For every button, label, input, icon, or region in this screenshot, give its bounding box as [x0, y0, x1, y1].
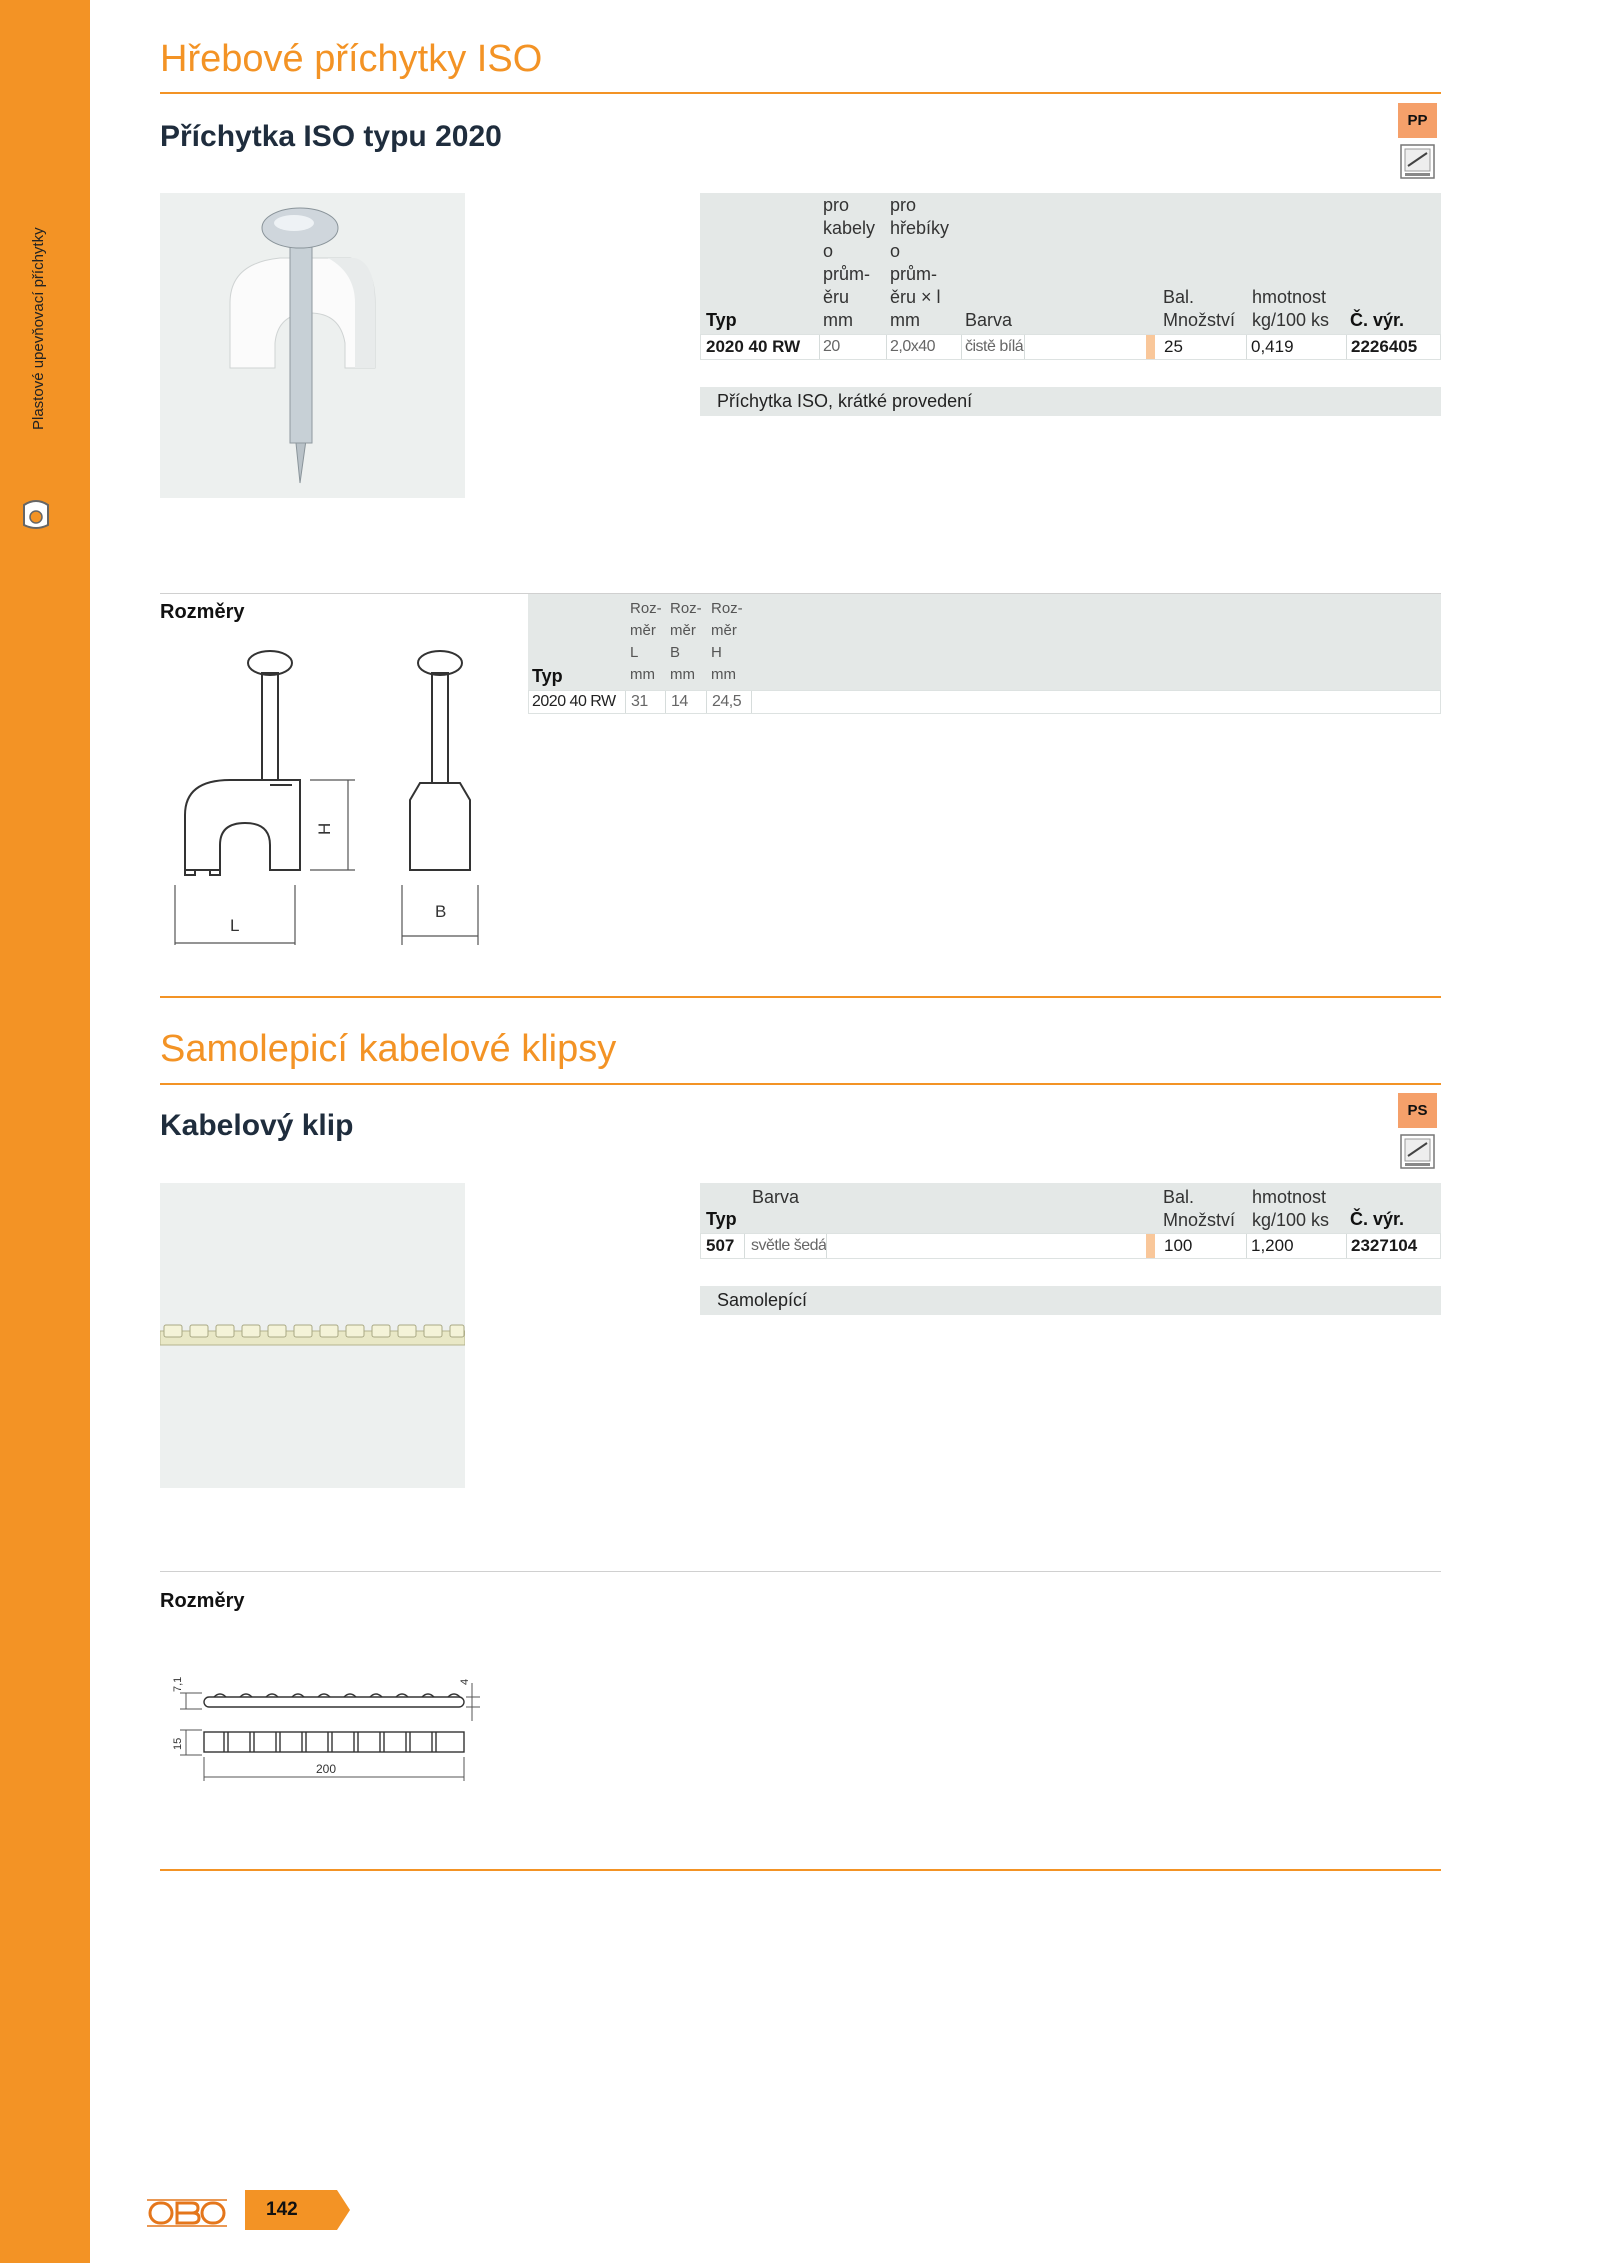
dim-cell-typ: 2020 40 RW [532, 693, 616, 710]
dim-cell-l: 31 [631, 693, 648, 710]
table-header [700, 193, 1441, 339]
certification-icon [1400, 1134, 1435, 1169]
cell-barva: světle šedá [751, 1237, 827, 1254]
product-photo-iso-clip [160, 193, 465, 498]
dim-col-typ: Typ [532, 666, 563, 686]
table-header [700, 1183, 1441, 1236]
page-number: 142 [266, 2199, 298, 2220]
product-title-iso-2020: Příchytka ISO typu 2020 [160, 120, 502, 153]
dim-col-h: Roz- měr H mm [711, 600, 743, 683]
cell-barva: čistě bílá [965, 338, 1024, 355]
dim-label-height-top: 7,1 [172, 1676, 184, 1692]
dimensions-table-row [528, 690, 1441, 714]
cell-pro-kabely: 20 [823, 338, 840, 355]
col-bal: Bal. Množství [1163, 1187, 1236, 1230]
cell-typ: 2020 40 RW [706, 337, 801, 356]
divider [160, 1869, 1441, 1871]
cell-typ: 507 [706, 1236, 735, 1255]
divider [160, 92, 1441, 94]
dim-col-b: Roz- měr B mm [670, 600, 702, 683]
col-cislo: Č. výr. [1350, 1209, 1405, 1229]
section-title-nail-clips: Hřebové příchytky ISO [160, 38, 543, 80]
product-title-cable-clip: Kabelový klip [160, 1109, 354, 1142]
dim-cell-b: 14 [671, 693, 688, 710]
product-description: Příchytka ISO, krátké provedení [700, 387, 1441, 416]
col-typ: Typ [706, 1209, 737, 1229]
dimension-drawing-iso-clip [170, 645, 500, 945]
dim-label-thickness: 4 [459, 1678, 471, 1685]
material-badge: PP [1398, 103, 1437, 138]
dimensions-table-header [528, 594, 1441, 694]
dim-cell-h: 24,5 [712, 693, 742, 710]
clip-icon [18, 497, 54, 531]
dim-label-height-bottom: 15 [172, 1737, 184, 1750]
cell-pro-hrebiky: 2,0x40 [890, 338, 936, 355]
table-row [700, 1233, 1441, 1259]
color-swatch [1146, 1234, 1155, 1258]
divider [160, 996, 1441, 998]
cell-hmotnost: 0,419 [1251, 337, 1294, 356]
material-badge: PS [1398, 1093, 1437, 1128]
color-swatch [1146, 335, 1155, 359]
dim-label-length: 200 [316, 1762, 337, 1776]
cell-bal: 100 [1164, 1236, 1193, 1255]
col-barva: Barva [965, 310, 1013, 330]
divider [160, 1083, 1441, 1085]
obo-logo [147, 2198, 227, 2228]
sidebar-label: Plastové upevňovací příchytky [30, 227, 47, 430]
col-hmotnost: hmotnost kg/100 ks [1252, 287, 1330, 330]
dim-label-h: H [315, 822, 334, 835]
col-typ: Typ [706, 310, 737, 330]
col-cislo: Č. výr. [1350, 310, 1405, 330]
cell-cislo: 2327104 [1351, 1236, 1418, 1255]
col-pro-hrebiky: pro hřebíky o prům- ěru × l mm [890, 195, 950, 330]
cell-hmotnost: 1,200 [1251, 1236, 1294, 1255]
certification-icon [1400, 144, 1435, 179]
col-bal: Bal. Množství [1163, 287, 1236, 330]
col-hmotnost: hmotnost kg/100 ks [1252, 1187, 1330, 1230]
cell-cislo: 2226405 [1351, 337, 1418, 356]
product-description: Samolepící [700, 1286, 1441, 1315]
col-pro-kabely: pro kabely o prům- ěru mm [823, 195, 876, 330]
cell-bal: 25 [1164, 337, 1183, 356]
col-barva: Barva [752, 1187, 800, 1207]
dimensions-label: Rozměry [160, 601, 245, 623]
dim-label-b: B [435, 902, 447, 921]
product-photo-cable-clip [160, 1183, 465, 1488]
table-row [700, 334, 1441, 360]
dim-label-l: L [230, 916, 240, 935]
dimensions-label: Rozměry [160, 1590, 245, 1612]
dim-col-l: Roz- měr L mm [630, 600, 662, 683]
divider [160, 1571, 1441, 1572]
dimension-drawing-cable-clip [168, 1665, 488, 1790]
section-title-adhesive-clips: Samolepicí kabelové klipsy [160, 1028, 617, 1070]
